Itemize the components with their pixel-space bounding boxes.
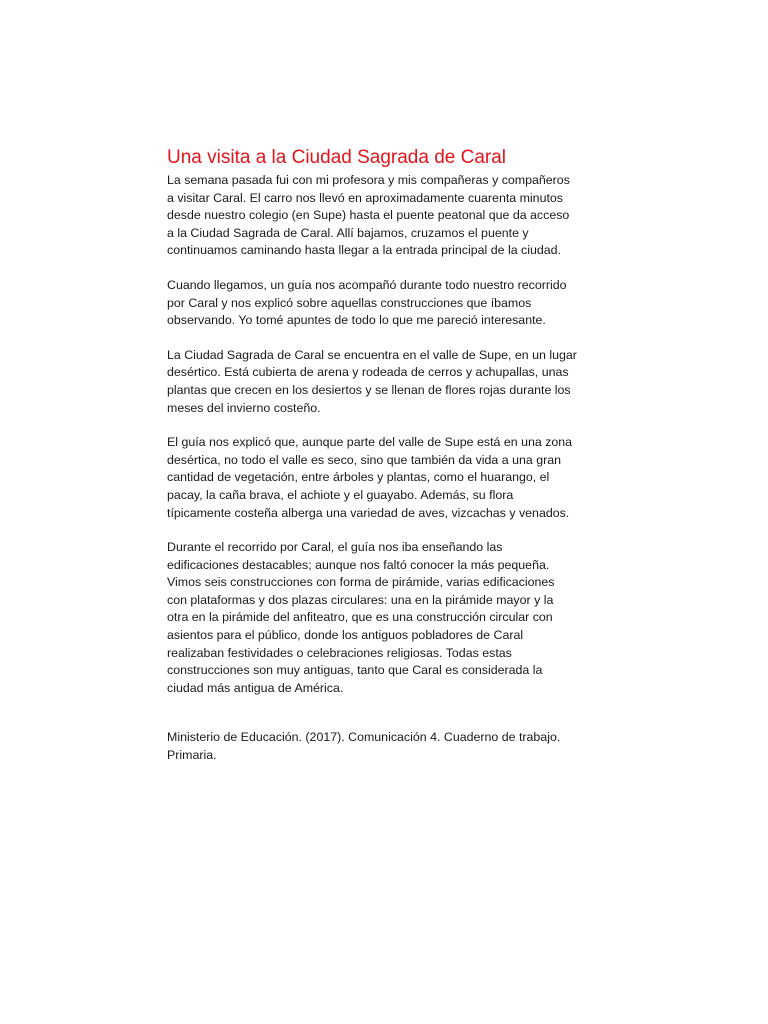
- text-line: plantas que crecen en los desiertos y se llenan de flores rojas durante los: [167, 382, 571, 397]
- text-line: desértica, no todo el valle es seco, sino que también da vida a una gran: [167, 452, 562, 467]
- paragraph-4: [167, 434, 607, 522]
- citation-line: Primaria.: [167, 748, 217, 763]
- text-line: realizaban festividades o celebraciones religiosas. Todas estas: [167, 645, 512, 660]
- text-line: con plataformas y dos plazas circulares: una en la pirámide mayor y la: [167, 592, 554, 607]
- text-line: típicamente costeña alberga una variedad de aves, vizcachas y venados.: [167, 505, 570, 520]
- text-line: cantidad de vegetación, entre árboles y plantas, como el huarango, el: [167, 470, 550, 485]
- paragraph-2: [167, 277, 607, 330]
- text-line: construcciones son muy antiguas, tanto que Caral es considerada la: [167, 663, 543, 678]
- text-line: continuamos caminando hasta llegar a la entrada principal de la ciudad.: [167, 243, 561, 258]
- citation: [167, 729, 607, 764]
- text-line: La semana pasada fui con mi profesora y mis compañeras y compañeros: [167, 173, 570, 187]
- text-line: Vimos seis construcciones con forma de pirámide, varias edificaciones: [167, 575, 555, 590]
- text-line: La Ciudad Sagrada de Caral se encuentra en el valle de Supe, en un lugar: [167, 347, 577, 362]
- text-line: asientos para el público, donde los antiguos pobladores de Caral: [167, 628, 524, 643]
- citation-line: Ministerio de Educación. (2017). Comunicación 4. Cuaderno de trabajo.: [167, 730, 561, 745]
- text-line: desde nuestro colegio (en Supe) hasta el puente peatonal que da acceso: [167, 208, 570, 223]
- text-line: otra en la pirámide del anfiteatro, que es una construcción circular con: [167, 610, 553, 625]
- text-line: desértico. Está cubierta de arena y rodeada de cerros y achupallas, unas: [167, 365, 569, 380]
- text-line: ciudad más antigua de América.: [167, 680, 344, 695]
- document-page: [167, 144, 607, 782]
- paragraph-3: [167, 347, 607, 417]
- text-line: a visitar Caral. El carro nos llevó en aproximadamente cuarenta minutos: [167, 190, 563, 205]
- text-line: El guía nos explicó que, aunque parte del valle de Supe está en una zona: [167, 435, 573, 450]
- paragraph-1: [167, 172, 607, 260]
- text-line: Cuando llegamos, un guía nos acompañó durante todo nuestro recorrido: [167, 277, 567, 292]
- text-line: observando. Yo tomé apuntes de todo lo que me pareció interesante.: [167, 313, 546, 328]
- text-line: a la Ciudad Sagrada de Caral. Allí bajamos, cruzamos el puente y: [167, 225, 529, 240]
- text-line: por Caral y nos explicó sobre aquellas construcciones que íbamos: [167, 295, 532, 310]
- document-title: Una visita a la Ciudad Sagrada de Caral: [167, 147, 507, 168]
- text-line: meses del invierno costeño.: [167, 400, 321, 415]
- text-line: edificaciones destacables; aunque nos faltó conocer la más pequeña.: [167, 557, 550, 572]
- paragraph-5: [167, 539, 607, 697]
- text-line: Durante el recorrido por Caral, el guía nos iba enseñando las: [167, 540, 503, 555]
- text-line: pacay, la caña brava, el achiote y el guayabo. Además, su flora: [167, 487, 514, 502]
